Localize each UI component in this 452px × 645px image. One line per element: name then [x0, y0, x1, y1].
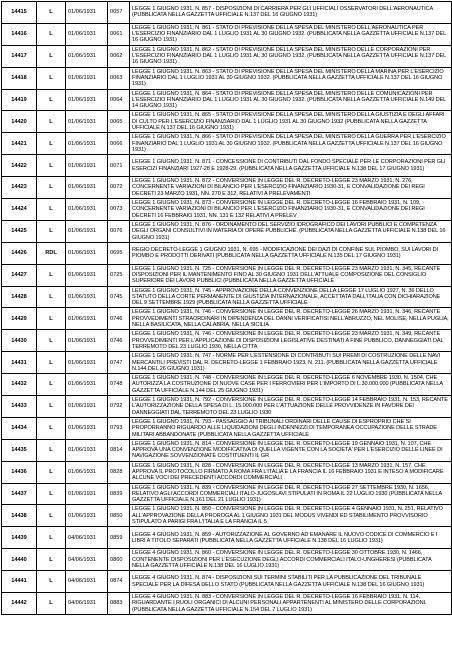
act-type-cell: L: [37, 286, 66, 308]
table-row: [2, 308, 452, 330]
description-cell: LEGGE 1 GIUGNO 1931, N. 725 - CONVERSIONE IN LEGGE DEL R. DECRETO-LEGGE 23 MARZO 1931, N. 345, RECANTE DISPOSIZIONI PER IL MANTENIMENTO FINO AL 30 GIUGNO 1931 DELL'ATTUALE COMPOSIZIONE DEL CONSIGLIO SUPERIORE DEI LAVORI PUBBLICI (PUBBLICATA NELLA GAZZETTA UFFICIALE: [130, 264, 452, 286]
row-number-cell: 14427: [2, 264, 37, 286]
act-type-cell: L: [37, 461, 66, 483]
act-number-cell: 0746: [108, 330, 130, 352]
row-number-cell: 14418: [2, 67, 37, 89]
act-number-cell: 0748: [108, 374, 130, 396]
act-number-cell: 0061: [108, 23, 130, 45]
act-type-cell: L: [37, 483, 66, 505]
date-cell: 01/06/1931: [66, 2, 108, 24]
description-cell: LEGGE 1 GIUGNO 1931, N. 793 - PASSAGGIO AI TRIBUNALI ORDINARI DELLE CAUSE DI ESPROPRIO CHE SI PROPORRANNO RIGUARDO ALLE LIQUIDAZIONI DEGLI INDENNIZZI DI TEMPORANEA OCCUPAZIONE DELLE STRADE MILITARI ABBANDONATE (PUBBLICATA NELLA GAZZETTA UFFICIALE: [130, 417, 452, 439]
table-row: [2, 264, 452, 286]
table-row: [2, 2, 452, 24]
row-number-cell: 14436: [2, 461, 37, 483]
description-cell: LEGGE 1 GIUGNO 1931, N. 748 - CONVERSIONE IN LEGGE DEL R. DECRETO-LEGGE 6 NOVEMBRE 1930, N. 1504, CHE AUTORIZZA LA COSTRUZIONE DI NUOVE CASE PER I FERROVIERI PER L'IMPORTO DI L.30.000.000 (PUBBLICATA NELLA GAZZETTA UFFICIALE N.144 DEL 25 GIUGNO 1931): [130, 374, 452, 396]
act-number-cell: 0860: [108, 549, 130, 571]
row-number-cell: 14416: [2, 23, 37, 45]
act-type-cell: L: [37, 45, 66, 67]
description-cell: LEGGE 4 GIUGNO 1931, N. 860 - CONVERSIONE IN LEGGE DEL R. DECRETO-LEGGE 30 OTTOBRE 1930, N. 1466, CONTENENTE DISPOSIZIONI PER L'ESECUZIONE DEGLI ACCORDI COMMERCIALI ITALO-UNGHERESI (PUBBLICATA NELLA GAZZETTA UFFICIALE N.138 DEL 16 LUGLIO 1931): [130, 549, 452, 571]
act-number-cell: 0746: [108, 308, 130, 330]
description-cell: LEGGE 1 GIUGNO 1931, N. 814 - CONVERSIONE IN LEGGE DEL R. DECRETO-LEGGE 19 GENNAIO 1931, N. 107, CHE APPROVA UNA CONVENZIONE MODIFICATIVA DI QUELLA VIGENTE CON LA SOCIETA' PER L'ESERCIZIO DELLE LINEE DI NAVIGAZIONE SOVVENZIONATE COSTITUENTI IL GR: [130, 439, 452, 461]
act-number-cell: 0072: [108, 177, 130, 199]
row-number-cell: 14431: [2, 352, 37, 374]
act-number-cell: 0063: [108, 67, 130, 89]
table-row: [2, 23, 452, 45]
row-number-cell: 14434: [2, 417, 37, 439]
act-number-cell: 0071: [108, 155, 130, 177]
row-number-cell: 14428: [2, 286, 37, 308]
act-type-cell: L: [37, 220, 66, 242]
act-number-cell: 0062: [108, 45, 130, 67]
act-type-cell: L: [37, 330, 66, 352]
row-number-cell: 14432: [2, 374, 37, 396]
act-type-cell: L: [37, 264, 66, 286]
act-type-cell: L: [37, 199, 66, 221]
description-cell: LEGGE 1 GIUGNO 1931, N. 839 - CONVERSIONE IN LEGGE DEL R. DECRETO-LEGGE 27 SETTEMBRE 1930, N. 1656, RELATIVO AGLI ACCORDI COMMERCIALI ITALO-JUGOSLAVI STIPULATI IN ROMA IL 22 LUGLIO 1930 (PUBBLICATA NELLA GAZZETTA UFFICIALE N.161 DEL 21 LUGLIO 1931): [130, 483, 452, 505]
description-cell: LEGGE 1 GIUGNO 1931, N. 850 - CONVERSIONE IN LEGGE DEL R. DECRETO-LEGGE 4 GENNAIO 1931, N. 251, RELATIVO ALL'APPROVAZIONE DELLA PROROGA AL 1 GIUGNO 1931 DEL MODUS VIVENDI ED STABILIMENTO PROVVISORIO STIPULATO A PARIGI FRA L'ITALIA E LA FRANCIA IL 5: [130, 505, 452, 527]
description-cell: LEGGE 1 GIUGNO 1931, N. 865 - STATO DI PREVISIONE DELLA SPESA DEL MINISTERO DELLA GIUSTIZIA E DEGLI AFFARI DI CULTO PER L'ESERCIZIO FINANZIARIO DAL 1 LUGLIO 1931 AL 30 GIUGNO 1932 (PUBBLICATA NELLA GAZZETTA UFFICIALE N.137 DEL 16 GIUGNO 1931): [130, 111, 452, 133]
act-number-cell: 0814: [108, 439, 130, 461]
description-cell: LEGGE 1 GIUGNO 1931, N. 746 - CONVERSIONE IN LEGGE DEL R. DECRETO-LEGGE 23 MARZO 1931, N. 349, RECANTE PROVVEDIMENTI PER L'APPLICAZIONE DI DISPOSIZIONI LEGISLATIVE DESTINATI A FINE PUBBLICO, DANNEGGIATI DAL TERREMOTO DEL 23 LUGLIO 1930, NELLA CITTA: [130, 330, 452, 352]
act-number-cell: 0066: [108, 133, 130, 155]
date-cell: 01/06/1931: [66, 330, 108, 352]
act-type-cell: L: [37, 23, 66, 45]
description-cell: LEGGE 1 GIUGNO 1931, N. 873 - CONVERSIONE IN LEGGE DEL R. DECRETO-LEGGE 16 FEBBRAIO 1931, N. 109, CONCERNENTE VARIAZIONI DI BILANCIO PER L'ESERCIZIO FINANZIARIO 1930-31, E CONVALIDAZIONE DEI REGI DECRETI 16 FEBBRAIO 1931, NN. 131 E 132 RELATIVI A PRELEV: [130, 199, 452, 221]
description-cell: LEGGE 1 GIUGNO 1931, N. 747 - NORME PER L'ESTENSIONE DI CONTRIBUTI SUI PREMI DI COSTRUZIONE DELLE NAVI MERCANTILI PREVISTI DAL R. DECRETO-LEGGE 1 FEBBRAIO 1923, N. 211. (PUBBLICATA NELLA GAZZETTA UFFICIALE N.144 DEL 26 GIUGNO 1931): [130, 352, 452, 374]
date-cell: 04/06/1931: [66, 549, 108, 571]
act-number-cell: 0073: [108, 199, 130, 221]
act-type-cell: L: [37, 505, 66, 527]
row-number-cell: 14424: [2, 199, 37, 221]
table-row: [2, 483, 452, 505]
act-number-cell: 0874: [108, 571, 130, 593]
act-type-cell: L: [37, 374, 66, 396]
act-type-cell: L: [37, 67, 66, 89]
row-number-cell: 14440: [2, 549, 37, 571]
table-row: [2, 417, 452, 439]
act-type-cell: RDL: [37, 242, 66, 264]
description-cell: LEGGE 1 GIUGNO 1931, N. 792 - CONVERSIONE IN LEGGE DEL R. DECRETO-LEGGE 14 FEBBRAIO 1931, N. 153, RECANTE L'AUTORIZZAZIONE DELLA SPESA DI L. 15.000.000 PER L'ATTUAZIONE DELLE PROVVIDENZE IN FAVORE DEI DANNEGGIATI DAL TERREMOTO DEL 23 LUGLIO 1930: [130, 396, 452, 418]
table-body: [2, 2, 452, 615]
act-type-cell: L: [37, 352, 66, 374]
date-cell: 01/06/1931: [66, 67, 108, 89]
table-row: [2, 352, 452, 374]
act-number-cell: 0064: [108, 89, 130, 111]
description-cell: LEGGE 1 GIUGNO 1931, N. 862 - STATO DI PREVISIONE DELLA SPESA DEL MINISTERO DELLE CORPORAZIONI PER L'ESERCIZIO FINANZIARIO DAL 1 LUGLIO 1931 AL 30 GIUGNO 1932. (PUBBLICATA NELLA GAZZETTA UFFICIALE N.137 DEL 16 GIUGNO 1931): [130, 45, 452, 67]
date-cell: 01/06/1931: [66, 111, 108, 133]
act-number-cell: 0747: [108, 352, 130, 374]
table-row: [2, 571, 452, 593]
table-row: [2, 593, 452, 615]
description-cell: LEGGE 1 GIUGNO 1931, N. 866 - STATO DI PREVISIONE DELLA SPESA DEL MINISTERO DELLA GUERRA PER L'ESERCIZIO FINANZIARIO DAL 1 LUGLIO 1931 AL 30 GIUGNO 1932. (PUBBLICATA NELLA GAZZETTA UFFICIALE N.137 DEL 16 GIUGNO 1931): [130, 133, 452, 155]
table-row: [2, 220, 452, 242]
row-number-cell: 14437: [2, 483, 37, 505]
date-cell: 04/06/1931: [66, 527, 108, 549]
description-cell: LEGGE 1 GIUGNO 1931, N. 876 - ORDINAMENTO DEL SERVIZIO IDROGRAFICO DEI LAVORI PUBBLICI E COMPETENZA DEGLI ORGANI CONSULTIVI IN MATERIA DI OPERE PUBBLICHE. (PUBBLICATA NELLA GAZZETTA UFFICIALE N.138 DEL 16 GIUGNO 1931): [130, 220, 452, 242]
act-number-cell: 0076: [108, 220, 130, 242]
date-cell: 01/06/1931: [66, 505, 108, 527]
date-cell: 01/06/1931: [66, 374, 108, 396]
table-row: [2, 199, 452, 221]
table-row: [2, 242, 452, 264]
act-type-cell: L: [37, 417, 66, 439]
legislation-register-table: [1, 1, 452, 615]
act-type-cell: L: [37, 89, 66, 111]
date-cell: 01/06/1931: [66, 417, 108, 439]
act-type-cell: L: [37, 593, 66, 615]
act-number-cell: 0839: [108, 483, 130, 505]
act-number-cell: 0792: [108, 396, 130, 418]
row-number-cell: 14419: [2, 89, 37, 111]
date-cell: 01/06/1931: [66, 242, 108, 264]
date-cell: 01/06/1931: [66, 264, 108, 286]
act-number-cell: 0828: [108, 461, 130, 483]
act-number-cell: 0695: [108, 242, 130, 264]
date-cell: 01/06/1931: [66, 461, 108, 483]
date-cell: 01/06/1931: [66, 286, 108, 308]
row-number-cell: 14417: [2, 45, 37, 67]
row-number-cell: 14441: [2, 571, 37, 593]
date-cell: 04/06/1931: [66, 571, 108, 593]
description-cell: LEGGE 1 GIUGNO 1931, N. 861 - STATO DI PREVISIONE DELLA SPESA DEL MINISTERO DELL'AERONAUTICA PER L'ESERCIZIO FINANZIARIO DAL 1 LUGLIO 1931 AL 30 GIUGNO 1932. (PUBBLICATA NELLA GAZZETTA UFFICIALE N.137 DEL 16 GIUGNO 1931): [130, 23, 452, 45]
table-row: [2, 133, 452, 155]
table-row: [2, 505, 452, 527]
table-row: [2, 527, 452, 549]
act-type-cell: L: [37, 396, 66, 418]
description-cell: LEGGE 1 GIUGNO 1931, N. 746 - CONVERSIONE IN LEGGE DEL R. DECRETO-LEGGE 26 MARZO 1931, N. 346, RECANTE PROVVEDIMENTI STRAORDINARI IN DIPENDENZA DEL DANNI VERIFICATISI NELL'ABRUZZO, NEL MOLISE, NELLA PUGLIA, NELLA BASILICATA, NELLA CALABRIA, NELLA SICILIA: [130, 308, 452, 330]
date-cell: 01/06/1931: [66, 45, 108, 67]
table-row: [2, 374, 452, 396]
act-number-cell: 0793: [108, 417, 130, 439]
date-cell: 01/06/1931: [66, 133, 108, 155]
description-cell: LEGGE 1 GIUGNO 1931, N. 828 - CONVERSIONE IN LEGGE DEL R. DECRETO-LEGGE 13 MARZO 1931, N. 157, CHE APPROVA IL PROTOCOLLO FIRMATO A ROMA FRA L'ITALIA E LA FRANCIA IL 16 FEBBRAIO 1931 E INTESO A MODIFICARE ALCUNE VOCI DEI PRECEDENTI ACCORDI COMMERCIALI: [130, 461, 452, 483]
row-number-cell: 14438: [2, 505, 37, 527]
row-number-cell: 14426: [2, 242, 37, 264]
row-number-cell: 14442: [2, 593, 37, 615]
table-row: [2, 89, 452, 111]
row-number-cell: 14420: [2, 111, 37, 133]
row-number-cell: 14439: [2, 527, 37, 549]
table-row: [2, 45, 452, 67]
row-number-cell: 14421: [2, 133, 37, 155]
act-number-cell: 0065: [108, 111, 130, 133]
act-type-cell: L: [37, 177, 66, 199]
act-type-cell: L: [37, 111, 66, 133]
table-row: [2, 67, 452, 89]
row-number-cell: 14435: [2, 439, 37, 461]
date-cell: 01/06/1931: [66, 177, 108, 199]
description-cell: LEGGE 4 GIUGNO 1931, N. 859 - AUTORIZZAZIONE AL GOVERNO AD EMANARE IL NUOVO CODICE DI COMMERCIO E I LIBRI A TITOLO SEPARATI (PUBBLICATA NELLA GAZZETTA UFFICIALE N.138 DEL 16 LUGLIO 1931): [130, 527, 452, 549]
table-row: [2, 549, 452, 571]
act-type-cell: L: [37, 2, 66, 24]
date-cell: 01/06/1931: [66, 23, 108, 45]
table-row: [2, 439, 452, 461]
act-type-cell: L: [37, 439, 66, 461]
description-cell: LEGGE 4 GIUGNO 1931, N. 883 - CONVERSIONE IN LEGGE DEL R. DECRETO-LEGGE 16 FEBBRAIO 1931, N. 114, RIGUARDANTE I RUOLI ORGANICI DI ALCUNI PERSONALI APPARTENENTI AL MINISTERO DELLE CORPORAZIONI. (PUBBLICATA NELLA GAZZETTA UFFICIALE N.154 DEL 7 LUGLIO 1931): [130, 593, 452, 615]
row-number-cell: 14415: [2, 2, 37, 24]
table-row: [2, 330, 452, 352]
act-number-cell: 0859: [108, 527, 130, 549]
description-cell: LEGGE 1 GIUGNO 1931, N. 864 - STATO DI PREVISIONE DELLA SPESA DEL MINISTERO DELLE COMUNICAZIONI PER L'ESERCIZIO FINANZIARIO DAL 1 LUGLIO 1931 AL 30 GIUGNO 1932. (PUBBLICATA NELLA GAZZETTA UFFICIALE N.149 DEL 14 GIUGNO 1931): [130, 89, 452, 111]
date-cell: 01/06/1931: [66, 396, 108, 418]
description-cell: LEGGE 1 GIUGNO 1931, N. 871 - CONCESSIONE DI CONTRIBUTI DAL FONDO SPECIALE PER LE CORPORAZIONI PER GLI ESERCIZI FINANZIARI 1927-28 E 1928-29. (PUBBLICATA NELLA GAZZETTA UFFICIALE N.138 DEL 17 GIUGNO 1931): [130, 155, 452, 177]
description-cell: LEGGE 1 GIUGNO 1931, N. 863 - STATO DI PREVISIONE DELLA SPESA DEL MINISTERO DELLA MARINA PER L'ESERCIZIO FINANZIARIO DAL 1 LUGLIO 1931 AL 30 GIUGNO 1932. (PUBBLICATA NELLA GAZZETTA UFFICIALE N.137 DEL 16 GIUGNO 1931): [130, 67, 452, 89]
row-number-cell: 14433: [2, 396, 37, 418]
date-cell: 01/06/1931: [66, 483, 108, 505]
table-row: [2, 396, 452, 418]
description-cell: REGIO DECRETO-LEGGE 1 GIUGNO 1931, N. 695 - MODIFICAZIONE DEI DAZI DI CONFINE SUL PIOMBO, SUI LAVORI DI PIOMBO E PRODOTTI DERIVATI (PUBBLICATA NELLA GAZZETTA UFFICIALE N.135 DEL 17 GIUGNO 1931): [130, 242, 452, 264]
description-cell: LEGGE 4 GIUGNO 1931, N. 874 - DISPOSIZIONI SUI TERMINI STABILITI PER LA PUBBLICAZIONE DEL TRIBUNALE SPECIALE PER LA DIFESA DELLO STATO (PUBBLICATA NELLA GAZZETTA UFFICIALE N.138 DEL 16 GIUGNO 1931): [130, 571, 452, 593]
act-type-cell: L: [37, 527, 66, 549]
description-cell: LEGGE 1 GIUGNO 1931, N. 745 - APPROVAZIONE DELLA CONVENZIONE DELLA LEGGE 17 LUGLIO 1927, N. 36 DELLO STATUTO DELLA CORTE PERMANENTE DI GIUSTIZIA INTERNAZIONALE, ACCETTATA DALL'ITALIA CON DICHIARAZIONE DEL 9 SETTEMBRE 1929 (PUBBLICATA NELLA GAZZETTA UFFICIALE: [130, 286, 452, 308]
act-number-cell: 0883: [108, 593, 130, 615]
date-cell: 04/06/1931: [66, 593, 108, 615]
date-cell: 01/06/1931: [66, 89, 108, 111]
date-cell: 01/06/1931: [66, 439, 108, 461]
act-number-cell: 0850: [108, 505, 130, 527]
act-number-cell: 0057: [108, 2, 130, 24]
description-cell: LEGGE 1 GIUGNO 1931, N. 857 - DISPOSIZIONI DI CARRIERA PER GLI UFFICIALI OSSERVATORI DELL'AERONAUTICA (PUBBLICATA NELLA GAZZETTA UFFICIALE N.137 DEL 16 GIUGNO 1931): [130, 2, 452, 24]
act-type-cell: L: [37, 571, 66, 593]
table-row: [2, 461, 452, 483]
act-type-cell: L: [37, 133, 66, 155]
row-number-cell: 14425: [2, 220, 37, 242]
date-cell: 01/06/1931: [66, 308, 108, 330]
table-row: [2, 286, 452, 308]
act-type-cell: L: [37, 549, 66, 571]
row-number-cell: 14430: [2, 330, 37, 352]
row-number-cell: 14429: [2, 308, 37, 330]
act-type-cell: L: [37, 155, 66, 177]
act-number-cell: 0725: [108, 264, 130, 286]
description-cell: LEGGE 1 GIUGNO 1931, N. 872 - CONVERSIONE IN LEGGE DEL R. DECRETO-LEGGE 23 MARZO 1931, N. 276, CONCERNENTE VARIAZIONI DI BILANCIO PER L'ESERCIZIO FINANZIARIO 1930-31, E CONVALIDAZIONE DEI REGI DECRETI 23 MARZO 1931, NN. 270 E 312, RELATIVI A PRELEVAMENTI: [130, 177, 452, 199]
row-number-cell: 14423: [2, 177, 37, 199]
date-cell: 01/06/1931: [66, 199, 108, 221]
table-row: [2, 155, 452, 177]
table-row: [2, 111, 452, 133]
row-number-cell: 14422: [2, 155, 37, 177]
act-number-cell: 0745: [108, 286, 130, 308]
date-cell: 01/06/1931: [66, 155, 108, 177]
table-row: [2, 177, 452, 199]
date-cell: 01/06/1931: [66, 220, 108, 242]
date-cell: 01/06/1931: [66, 352, 108, 374]
act-type-cell: L: [37, 308, 66, 330]
